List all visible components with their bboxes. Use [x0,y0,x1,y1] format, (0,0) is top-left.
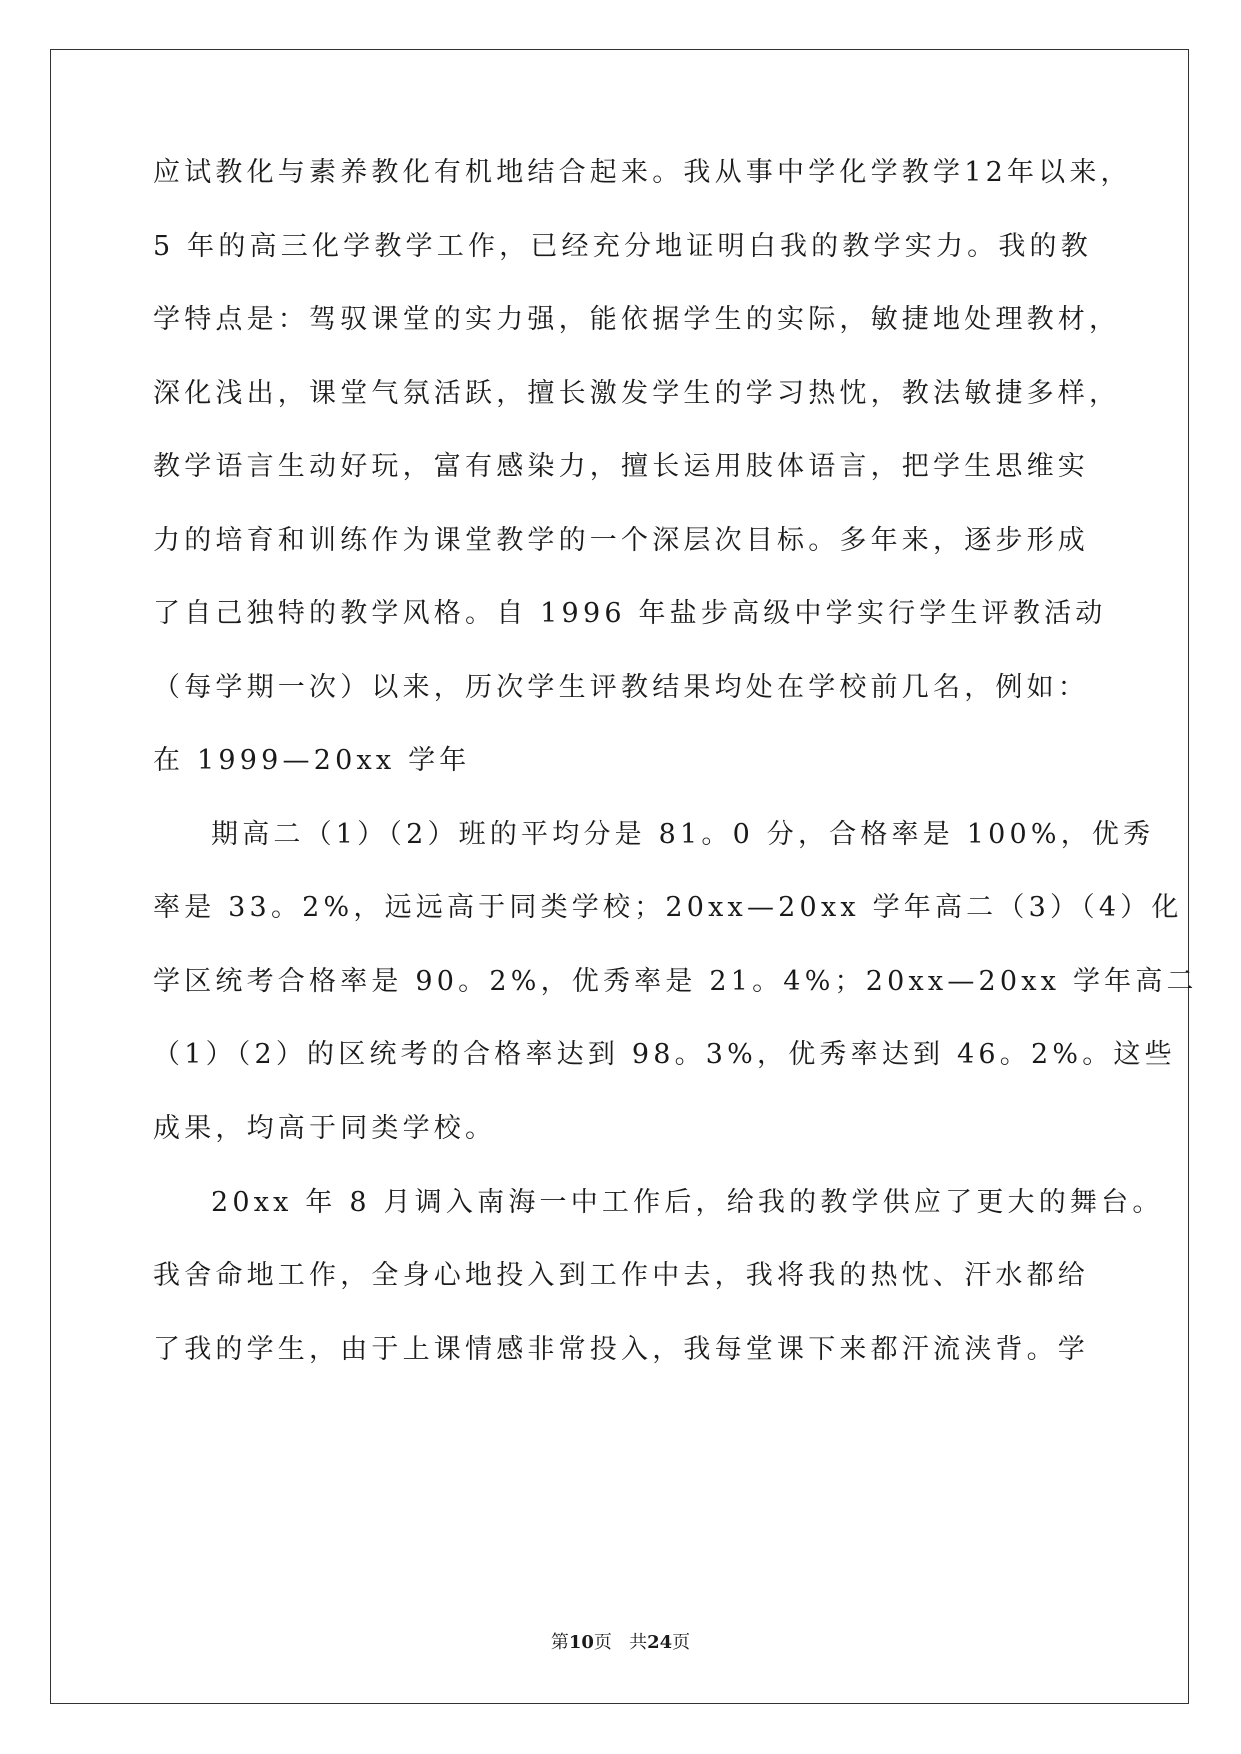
text-line: 应试教化与素养教化有机地结合起来。我从事中学化学教学12年以来， [153,157,1132,188]
text-line: 教学语言生动好玩，富有感染力，擅长运用肢体语言，把学生思维实 [153,451,1089,482]
text-line: 20xx 年 8 月调入南海一中工作后，给我的教学供应了更大的舞台。 [211,1187,1164,1218]
text-line: 学特点是：驾驭课堂的实力强，能依据学生的实际，敏捷地处理教材， [153,304,1121,335]
text-line: 力的培育和训练作为课堂教学的一个深层次目标。多年来，逐步形成 [153,525,1089,556]
page-footer [0,1631,1241,1655]
text-line: 深化浅出，课堂气氛活跃，擅长激发学生的学习热忱，教法敏捷多样， [153,378,1121,409]
text-line: 了自己独特的教学风格。自 1996 年盐步高级中学实行学生评教活动 [153,598,1107,629]
text-line: 了我的学生，由于上课情感非常投入，我每堂课下来都汗流浃背。学 [153,1334,1089,1365]
text-line: 期高二（1）（2）班的平均分是 81。0 分，合格率是 100%，优秀 [211,819,1155,850]
text-line: （1）（2）的区统考的合格率达到 98。3%，优秀率达到 46。2%。这些 [153,1039,1176,1070]
text-line: 我舍命地工作，全身心地投入到工作中去，我将我的热忱、汗水都给 [153,1260,1089,1291]
text-line: 成果，均高于同类学校。 [153,1113,497,1144]
text-line: 在 1999—20xx 学年 [153,745,471,776]
text-line: 学区统考合格率是 90。2%，优秀率是 21。4%；20xx—20xx 学年高二 [153,966,1198,997]
page-border [50,49,1189,1704]
page-suffix: 页 [593,1632,612,1653]
page-prefix: 第 [550,1632,569,1653]
text-line: 率是 33。2%，远远高于同类学校；20xx—20xx 学年高二（3）（4）化 [153,892,1183,923]
total-pages: 24 [647,1632,673,1653]
page-number: 10 [568,1632,594,1653]
total-suffix: 页 [672,1632,691,1653]
text-line: 5 年的高三化学教学工作，已经充分地证明白我的教学实力。我的教 [153,231,1092,262]
text-line: （每学期一次）以来，历次学生评教结果均处在学校前几名，例如： [153,672,1089,703]
total-prefix: 共 [629,1632,648,1653]
